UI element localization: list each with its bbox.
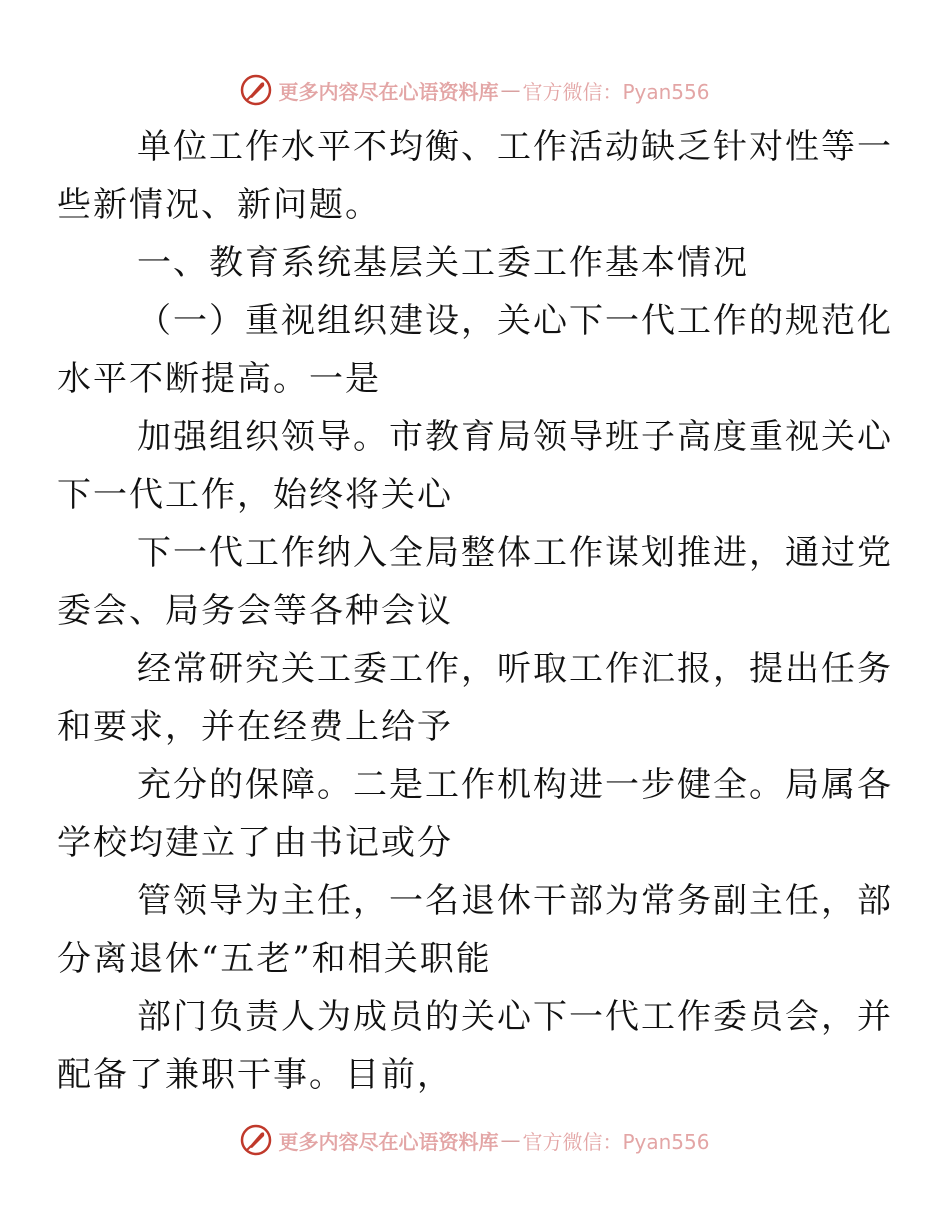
document-body (57, 118, 893, 1104)
header-watermark (0, 70, 950, 110)
header-separator: — (500, 78, 521, 102)
feather-pen-logo-icon (240, 74, 272, 106)
section-heading-1 (97, 234, 857, 292)
paragraph-line: 和要求，并在经费上给予 (57, 707, 453, 747)
footer-separator: — (500, 1128, 521, 1152)
footer-wechat-text: 官方微信：Pyan556 (522, 1129, 710, 1154)
footer-site-text: 更多内容尽在心语资料库 (278, 1129, 499, 1154)
paragraph-1 (57, 118, 893, 234)
header-site-text: 更多内容尽在心语资料库 (278, 79, 499, 104)
paragraph-3 (57, 292, 893, 408)
paragraph-8 (57, 872, 893, 988)
paragraph-line: 一、教育系统基层关工委工作基本情况 (137, 243, 749, 283)
paragraph-line: 充分的保障。二是工作机构进一步健全。局属各 (137, 765, 893, 805)
paragraph-line: 单位工作水平不均衡、工作活动缺乏针对性等一 (137, 127, 893, 167)
paragraph-6 (57, 640, 893, 756)
paragraph-line: 学校均建立了由书记或分 (57, 823, 453, 863)
paragraph-line: 些新情况、新问题。 (57, 185, 381, 225)
paragraph-line: 配备了兼职干事。目前， (57, 1055, 453, 1095)
paragraph-7 (57, 756, 893, 872)
paragraph-line: 分离退休“五老”和相关职能 (57, 939, 492, 979)
paragraph-line: 下一代工作纳入全局整体工作谋划推进，通过党 (137, 533, 893, 573)
paragraph-line: 下一代工作，始终将关心 (57, 475, 453, 515)
header-wechat-text: 官方微信：Pyan556 (522, 79, 710, 104)
footer-watermark (0, 1120, 950, 1160)
paragraph-line: 部门负责人为成员的关心下一代工作委员会，并 (137, 997, 893, 1037)
paragraph-9 (57, 988, 893, 1104)
feather-pen-logo-icon (240, 1124, 272, 1156)
paragraph-line: 水平不断提高。一是 (57, 359, 381, 399)
paragraph-line: （一）重视组织建设，关心下一代工作的规范化 (137, 301, 893, 341)
paragraph-line: 加强组织领导。市教育局领导班子高度重视关心 (137, 417, 893, 457)
paragraph-4 (57, 408, 893, 524)
paragraph-line: 经常研究关工委工作，听取工作汇报，提出任务 (137, 649, 893, 689)
paragraph-5 (57, 524, 893, 640)
paragraph-line: 管领导为主任，一名退休干部为常务副主任，部 (137, 881, 893, 921)
paragraph-line: 委会、局务会等各种会议 (57, 591, 453, 631)
